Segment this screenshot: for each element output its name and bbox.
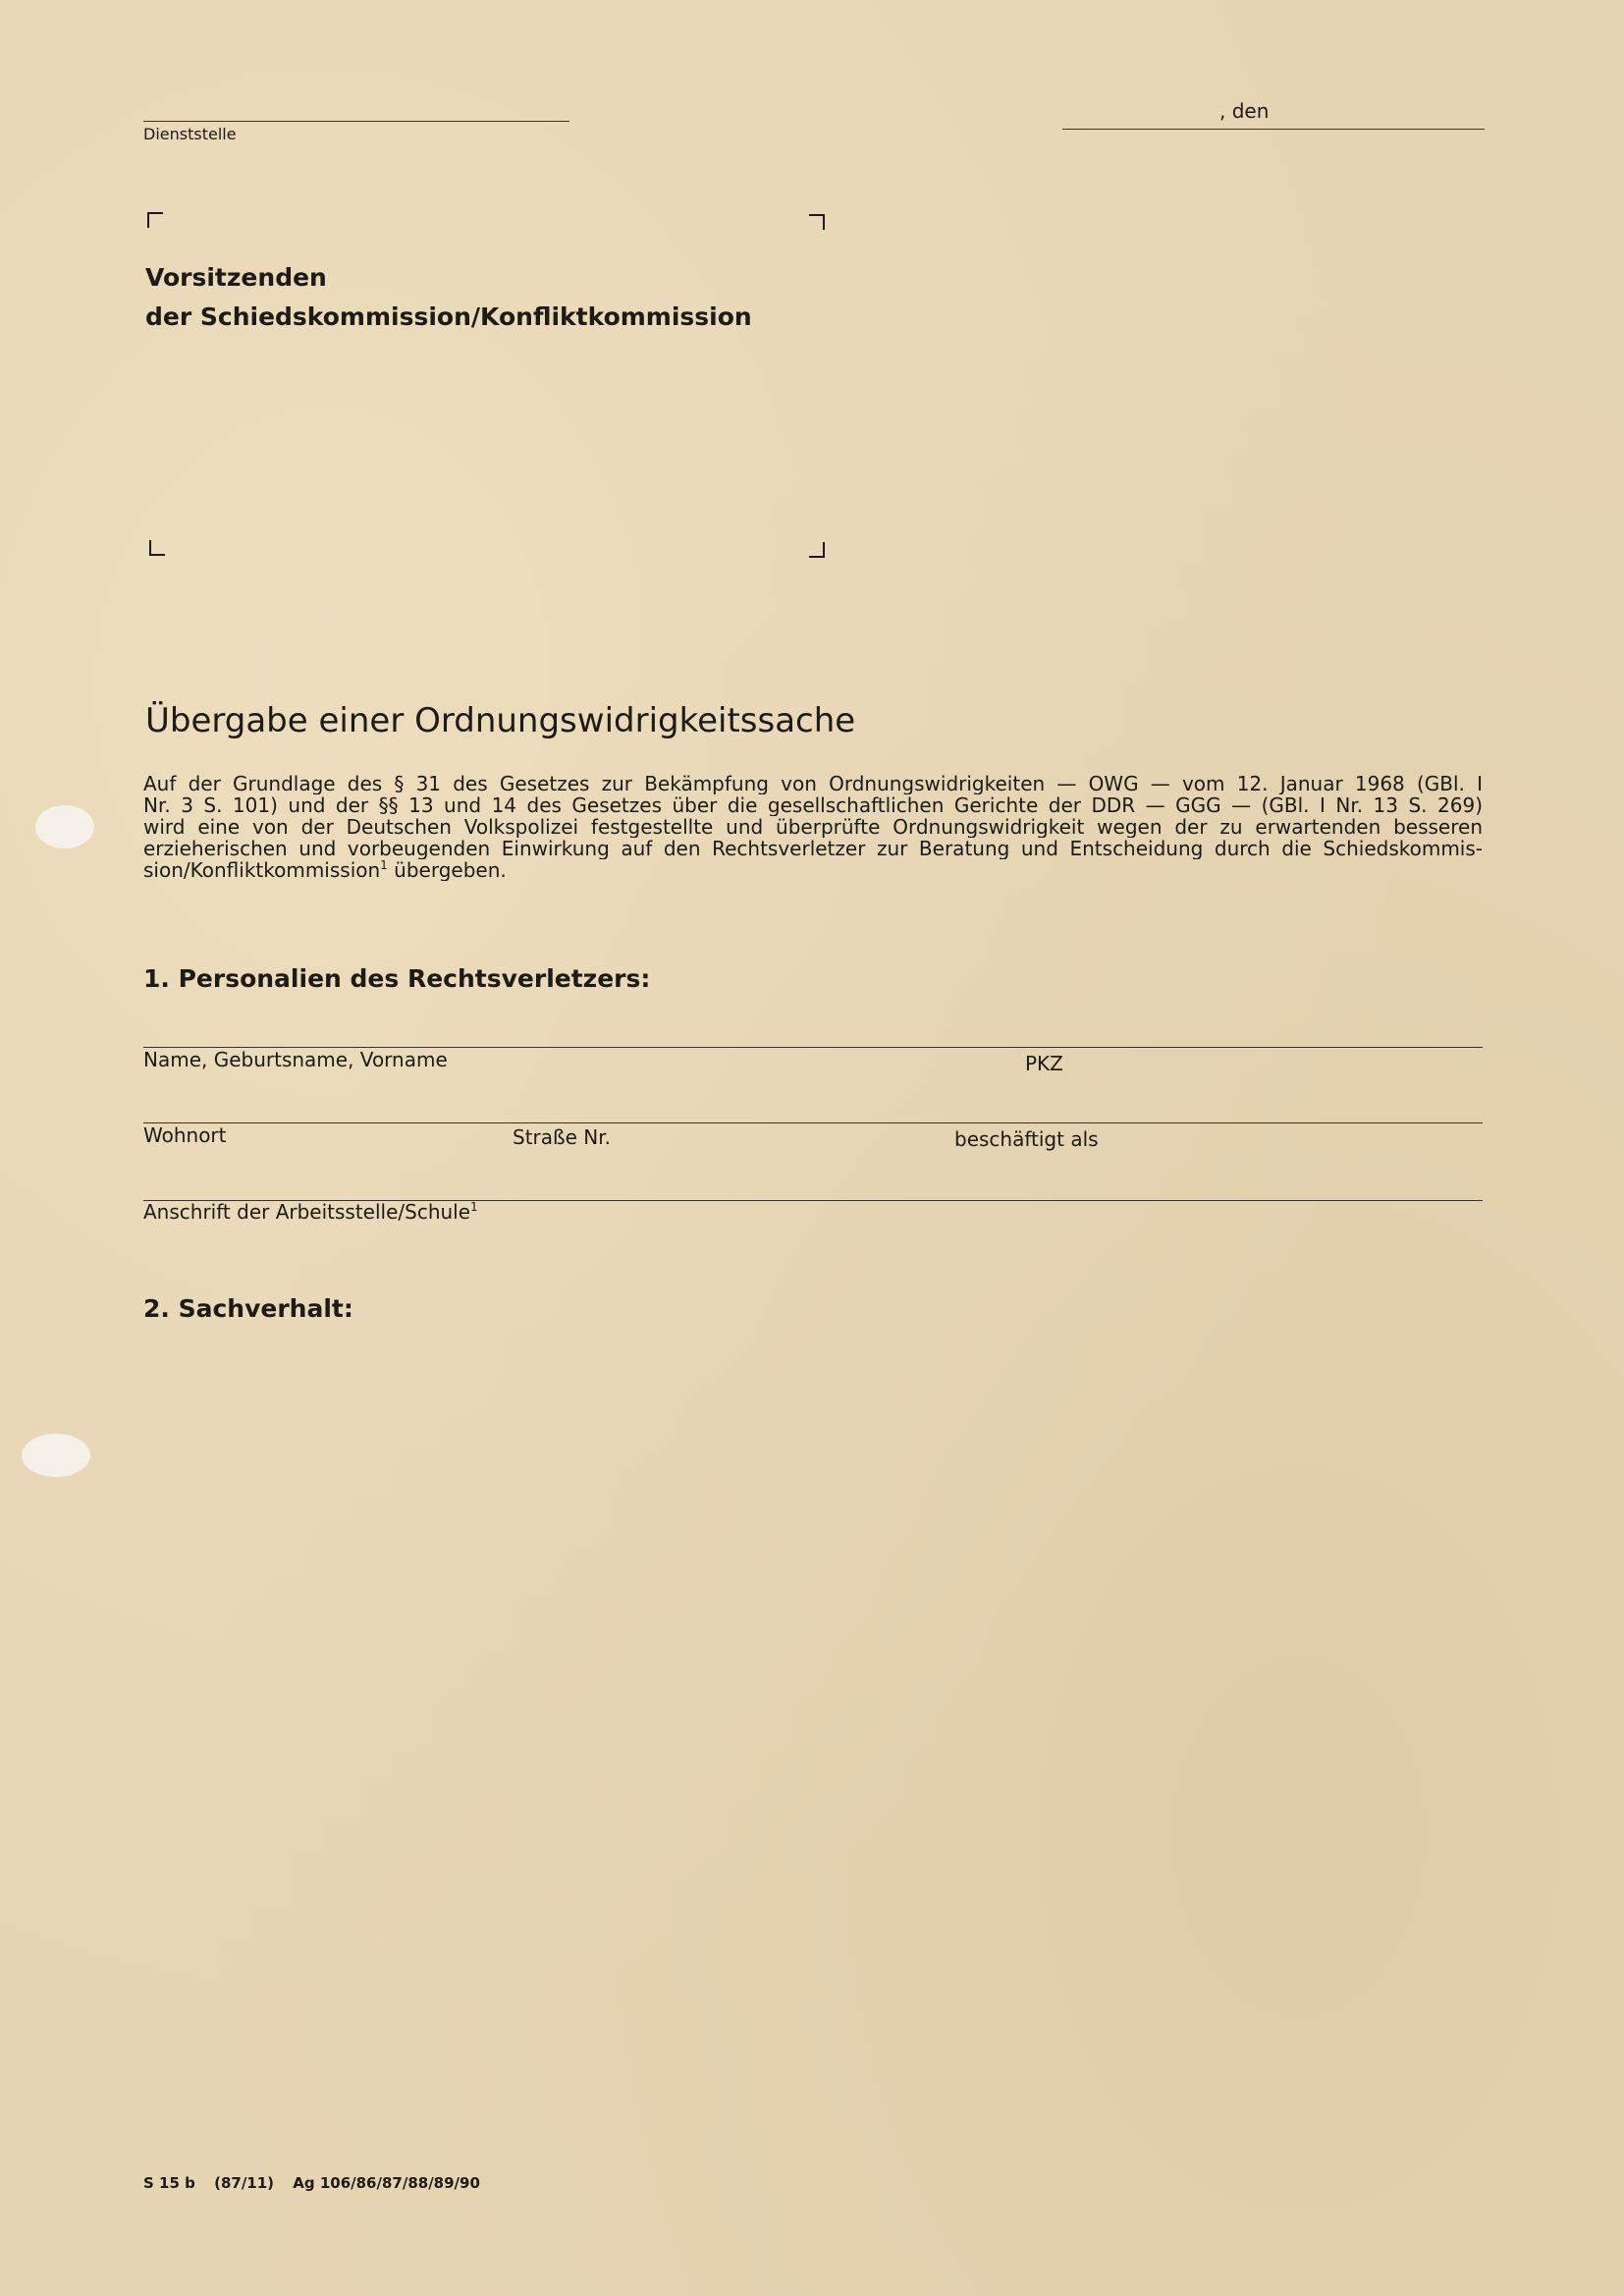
recipient-line1: Vorsitzenden [145, 263, 327, 292]
punch-hole-top [35, 805, 94, 848]
form-code: S 15 b [143, 2174, 195, 2192]
recipient-line2: der Schiedskommission/Konfliktkommission [145, 302, 752, 331]
form-ag: Ag 106/86/87/88/89/90 [293, 2174, 480, 2192]
field-strasse-label: Straße Nr. [513, 1125, 611, 1149]
punch-hole-bottom [22, 1434, 90, 1477]
form-version: (87/11) [214, 2174, 275, 2192]
section2-heading: 2. Sachverhalt: [143, 1294, 353, 1323]
intro-line-5-text: sion/Konfliktkommission [143, 859, 381, 881]
date-suffix: , den [1219, 99, 1270, 123]
intro-paragraph [143, 773, 1483, 881]
wohnort-line [143, 1122, 1483, 1123]
section1-heading: 1. Personalien des Rechtsverletzers: [143, 964, 651, 993]
footer-form-code [143, 2174, 480, 2192]
intro-line-3: wird eine von der Deutschen Volkspolizei festgestellte und überprüfte Ordnungswidrigkeit wegen der zu erwartenden besseren [143, 816, 1483, 838]
dienststelle-line [143, 121, 569, 122]
intro-footnote: 1 [380, 859, 388, 872]
intro-line-4: erzieherischen und vorbeugenden Einwirkung auf den Rechtsverletzer zur Beratung und Entscheidung durch die Schiedskommis- [143, 838, 1483, 859]
date-line [1062, 129, 1485, 130]
field-pkz-label: PKZ [1025, 1052, 1063, 1075]
field-name-label: Name, Geburtsname, Vorname [143, 1048, 448, 1071]
address-corner-br [809, 542, 825, 558]
intro-end: übergeben. [387, 859, 507, 881]
field-anschrift-text: Anschrift der Arbeitsstelle/Schule [143, 1200, 471, 1224]
intro-line-5 [143, 859, 1483, 881]
dienststelle-label: Dienststelle [143, 125, 237, 143]
field-beschaeftigt-label: beschäftigt als [954, 1127, 1099, 1151]
field-anschrift-label [143, 1200, 478, 1224]
intro-line-2: Nr. 3 S. 101) und der §§ 13 und 14 des Gesetzes über die gesellschaftlichen Gerichte der DDR — GGG — (GBl. I Nr. 13 S. 269) [143, 794, 1483, 816]
address-corner-tl [147, 212, 163, 228]
intro-line-1: Auf der Grundlage des § 31 des Gesetzes zur Bekämpfung von Ordnungswidrigkeiten — OWG — vom 12. Januar 1968 (GBl. I [143, 773, 1483, 794]
document-title: Übergabe einer Ordnungswidrigkeitssache [145, 701, 856, 740]
anschrift-footnote: 1 [470, 1200, 478, 1214]
address-corner-bl [149, 540, 165, 556]
field-wohnort-label: Wohnort [143, 1123, 227, 1147]
address-corner-tr [809, 214, 825, 230]
